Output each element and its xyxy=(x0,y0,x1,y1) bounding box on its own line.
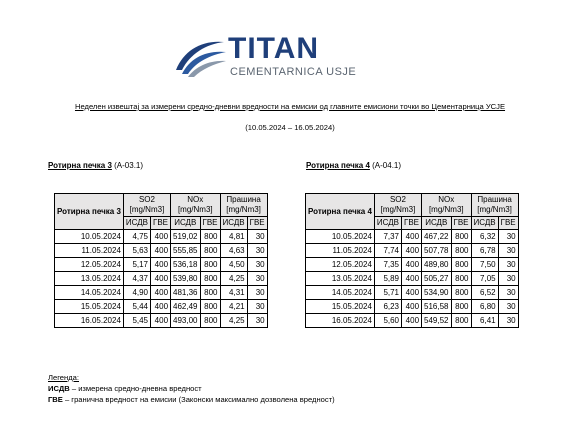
subcolumn-header: ИСДВ xyxy=(123,217,150,230)
value-cell: 7,50 xyxy=(471,258,498,272)
value-cell: 4,25 xyxy=(220,272,247,286)
value-cell: 467,22 xyxy=(422,230,451,244)
logo-wordmark: TITAN xyxy=(228,32,320,65)
value-cell: 400 xyxy=(151,244,171,258)
value-cell: 516,58 xyxy=(422,300,451,314)
value-cell: 4,31 xyxy=(220,286,247,300)
value-cell: 30 xyxy=(498,272,518,286)
section-title-kiln-4 xyxy=(306,161,401,170)
kiln-header: Ротирна печка 4 xyxy=(306,194,375,230)
date-cell: 15.05.2024 xyxy=(55,300,124,314)
legend-item xyxy=(48,394,335,405)
value-cell: 519,02 xyxy=(171,230,200,244)
legend-item xyxy=(48,383,335,394)
pollutant-name: SO2 xyxy=(389,195,406,204)
column-group-header xyxy=(220,194,267,217)
section-label: Ротирна печка 3 xyxy=(48,161,112,170)
value-cell: 800 xyxy=(200,300,220,314)
value-cell: 400 xyxy=(402,286,422,300)
value-cell: 800 xyxy=(200,258,220,272)
table-row xyxy=(55,286,268,300)
value-cell: 7,35 xyxy=(374,258,401,272)
value-cell: 6,32 xyxy=(471,230,498,244)
value-cell: 800 xyxy=(200,286,220,300)
pollutant-unit: [mg/Nm3] xyxy=(477,205,512,214)
value-cell: 800 xyxy=(451,300,471,314)
date-cell: 13.05.2024 xyxy=(55,272,124,286)
pollutant-name: SO2 xyxy=(138,195,155,204)
titan-logo xyxy=(172,30,357,80)
value-cell: 30 xyxy=(498,314,518,328)
pollutant-name: Прашина xyxy=(477,195,512,204)
titan-swoosh-icon xyxy=(172,30,228,80)
value-cell: 800 xyxy=(451,286,471,300)
value-cell: 400 xyxy=(151,300,171,314)
value-cell: 555,85 xyxy=(171,244,200,258)
pollutant-name: Прашина xyxy=(226,195,261,204)
date-cell: 11.05.2024 xyxy=(306,244,375,258)
value-cell: 400 xyxy=(402,300,422,314)
legend xyxy=(48,372,335,405)
value-cell: 400 xyxy=(402,230,422,244)
value-cell: 536,18 xyxy=(171,258,200,272)
value-cell: 6,78 xyxy=(471,244,498,258)
table-row xyxy=(306,258,519,272)
value-cell: 800 xyxy=(200,272,220,286)
value-cell: 5,71 xyxy=(374,286,401,300)
value-cell: 4,63 xyxy=(220,244,247,258)
value-cell: 800 xyxy=(451,244,471,258)
pollutant-unit: [mg/Nm3] xyxy=(129,205,165,214)
legend-term: ИСДВ xyxy=(48,384,70,393)
value-cell: 5,44 xyxy=(123,300,150,314)
emissions-table-kiln-3 xyxy=(54,193,268,328)
report-period: (10.05.2024 – 16.05.2024) xyxy=(245,123,335,132)
value-cell: 4,21 xyxy=(220,300,247,314)
value-cell: 6,23 xyxy=(374,300,401,314)
column-group-header xyxy=(422,194,471,217)
pollutant-unit: [mg/Nm3] xyxy=(226,205,261,214)
value-cell: 7,74 xyxy=(374,244,401,258)
value-cell: 481,36 xyxy=(171,286,200,300)
date-cell: 12.05.2024 xyxy=(55,258,124,272)
value-cell: 30 xyxy=(247,230,267,244)
value-cell: 539,80 xyxy=(171,272,200,286)
value-cell: 30 xyxy=(498,244,518,258)
value-cell: 7,37 xyxy=(374,230,401,244)
date-cell: 11.05.2024 xyxy=(55,244,124,258)
value-cell: 549,52 xyxy=(422,314,451,328)
value-cell: 5,45 xyxy=(123,314,150,328)
subcolumn-header: ГВЕ xyxy=(200,217,220,230)
table-row xyxy=(306,314,519,328)
value-cell: 4,75 xyxy=(123,230,150,244)
value-cell: 800 xyxy=(451,272,471,286)
value-cell: 30 xyxy=(498,286,518,300)
value-cell: 800 xyxy=(200,314,220,328)
value-cell: 4,50 xyxy=(220,258,247,272)
legend-desc: – измерена средно-дневна вредност xyxy=(69,384,202,393)
value-cell: 493,00 xyxy=(171,314,200,328)
table-row xyxy=(306,272,519,286)
value-cell: 507,78 xyxy=(422,244,451,258)
section-title-kiln-3 xyxy=(48,161,143,170)
value-cell: 800 xyxy=(200,230,220,244)
date-cell: 12.05.2024 xyxy=(306,258,375,272)
value-cell: 4,37 xyxy=(123,272,150,286)
value-cell: 30 xyxy=(247,272,267,286)
legend-desc: – гранична вредност на емисии (Законски максимално дозволена вредност) xyxy=(62,395,335,404)
section-code: (А-04.1) xyxy=(369,161,402,170)
subcolumn-header: ИСДВ xyxy=(220,217,247,230)
value-cell: 462,49 xyxy=(171,300,200,314)
column-group-header xyxy=(471,194,518,217)
value-cell: 4,81 xyxy=(220,230,247,244)
value-cell: 800 xyxy=(451,230,471,244)
kiln-header: Ротирна печка 3 xyxy=(55,194,124,230)
value-cell: 800 xyxy=(451,258,471,272)
pollutant-name: NOx xyxy=(438,195,455,204)
value-cell: 400 xyxy=(402,314,422,328)
table-row xyxy=(55,272,268,286)
value-cell: 30 xyxy=(247,314,267,328)
date-cell: 16.05.2024 xyxy=(55,314,124,328)
table-row xyxy=(55,258,268,272)
logo-subtitle: CEMENTARNICA USJE xyxy=(230,66,357,78)
emissions-table-kiln-4 xyxy=(305,193,519,328)
legend-title: Легенда: xyxy=(48,373,79,382)
pollutant-unit: [mg/Nm3] xyxy=(380,205,416,214)
value-cell: 30 xyxy=(247,286,267,300)
value-cell: 30 xyxy=(498,300,518,314)
date-cell: 16.05.2024 xyxy=(306,314,375,328)
value-cell: 400 xyxy=(402,244,422,258)
date-cell: 13.05.2024 xyxy=(306,272,375,286)
pollutant-name: NOx xyxy=(187,195,204,204)
value-cell: 400 xyxy=(151,286,171,300)
date-cell: 14.05.2024 xyxy=(55,286,124,300)
value-cell: 534,90 xyxy=(422,286,451,300)
value-cell: 400 xyxy=(402,272,422,286)
subcolumn-header: ИСДВ xyxy=(171,217,200,230)
value-cell: 6,41 xyxy=(471,314,498,328)
value-cell: 6,80 xyxy=(471,300,498,314)
date-cell: 14.05.2024 xyxy=(306,286,375,300)
table-row xyxy=(306,244,519,258)
value-cell: 489,80 xyxy=(422,258,451,272)
section-label: Ротирна печка 4 xyxy=(306,161,370,170)
value-cell: 7,05 xyxy=(471,272,498,286)
subcolumn-header: ГВЕ xyxy=(451,217,471,230)
subcolumn-header: ИСДВ xyxy=(471,217,498,230)
table-row xyxy=(306,300,519,314)
subcolumn-header: ГВЕ xyxy=(498,217,518,230)
value-cell: 4,25 xyxy=(220,314,247,328)
value-cell: 30 xyxy=(498,258,518,272)
pollutant-unit: [mg/Nm3] xyxy=(177,205,213,214)
value-cell: 6,52 xyxy=(471,286,498,300)
date-cell: 15.05.2024 xyxy=(306,300,375,314)
value-cell: 400 xyxy=(151,272,171,286)
value-cell: 800 xyxy=(200,244,220,258)
column-group-header xyxy=(123,194,170,217)
value-cell: 30 xyxy=(247,300,267,314)
date-cell: 10.05.2024 xyxy=(55,230,124,244)
subcolumn-header: ИСДВ xyxy=(422,217,451,230)
table-row xyxy=(55,314,268,328)
value-cell: 30 xyxy=(498,230,518,244)
value-cell: 30 xyxy=(247,258,267,272)
legend-term: ГВЕ xyxy=(48,395,63,404)
value-cell: 5,89 xyxy=(374,272,401,286)
value-cell: 400 xyxy=(151,258,171,272)
pollutant-unit: [mg/Nm3] xyxy=(428,205,464,214)
value-cell: 400 xyxy=(402,258,422,272)
column-group-header xyxy=(171,194,220,217)
date-cell: 10.05.2024 xyxy=(306,230,375,244)
subcolumn-header: ГВЕ xyxy=(151,217,171,230)
value-cell: 800 xyxy=(451,314,471,328)
table-row xyxy=(306,286,519,300)
value-cell: 30 xyxy=(247,244,267,258)
value-cell: 505,27 xyxy=(422,272,451,286)
value-cell: 400 xyxy=(151,230,171,244)
table-row xyxy=(306,230,519,244)
value-cell: 5,63 xyxy=(123,244,150,258)
value-cell: 400 xyxy=(151,314,171,328)
subcolumn-header: ГВЕ xyxy=(402,217,422,230)
table-row xyxy=(55,244,268,258)
table-row xyxy=(55,230,268,244)
subcolumn-header: ГВЕ xyxy=(247,217,267,230)
section-code: (А-03.1) xyxy=(111,161,144,170)
value-cell: 5,17 xyxy=(123,258,150,272)
table-row xyxy=(55,300,268,314)
column-group-header xyxy=(374,194,421,217)
subcolumn-header: ИСДВ xyxy=(374,217,401,230)
report-title: Неделен извештај за измерени средно-дневни вредности на емисии од главните емисиони точки во Цементарница УСЈЕ xyxy=(74,102,506,111)
value-cell: 5,60 xyxy=(374,314,401,328)
value-cell: 4,90 xyxy=(123,286,150,300)
